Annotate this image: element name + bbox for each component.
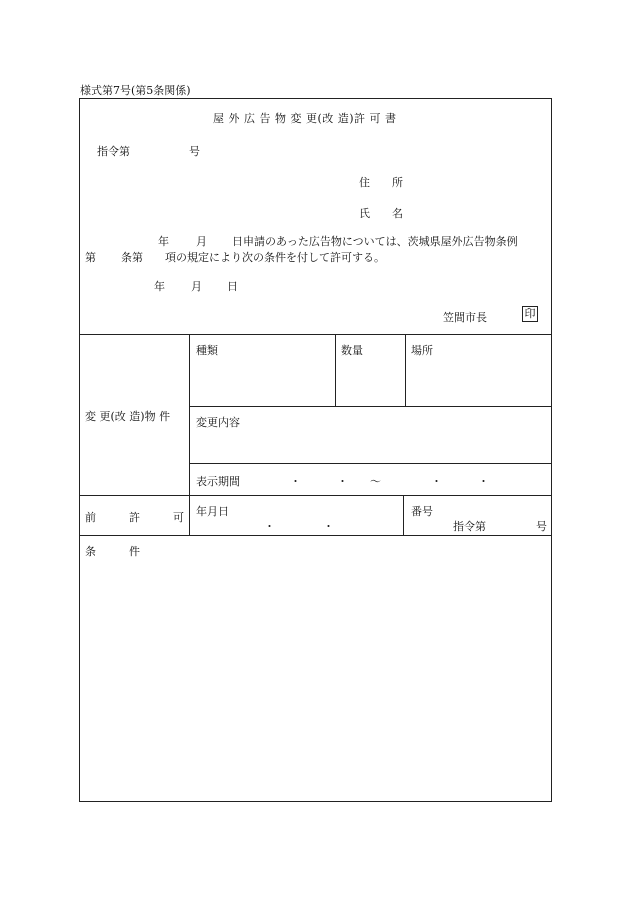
name-label: 氏 名 bbox=[359, 207, 403, 220]
period-end-dot-1: ・ bbox=[431, 475, 442, 488]
issue-date-year: 年 bbox=[154, 280, 165, 293]
property-section-label: 変 更(改 造)物 件 bbox=[85, 410, 171, 423]
period-end-dot-2: ・ bbox=[478, 475, 489, 488]
period-start-dot-2: ・ bbox=[337, 475, 348, 488]
previous-date-dot-1: ・ bbox=[264, 520, 275, 533]
seal-mark: 印 bbox=[522, 306, 538, 322]
divider-change-row bbox=[189, 463, 552, 464]
location-label: 場所 bbox=[411, 344, 433, 357]
previous-permit-label-3: 可 bbox=[173, 511, 184, 524]
body-month: 月 bbox=[196, 235, 207, 248]
display-period-label: 表示期間 bbox=[196, 475, 240, 488]
divider-date-number bbox=[403, 495, 404, 535]
conditions-label-1: 条 bbox=[85, 545, 96, 558]
issue-date-day: 日 bbox=[227, 280, 238, 293]
previous-directive-prefix: 指令第 bbox=[453, 520, 486, 533]
document-title: 屋 外 広 告 物 変 更(改 造)許 可 書 bbox=[213, 112, 397, 125]
period-tilde: ～ bbox=[370, 475, 381, 488]
quantity-label: 数量 bbox=[341, 344, 363, 357]
conditions-label-2: 件 bbox=[129, 545, 140, 558]
previous-date-label: 年月日 bbox=[196, 505, 229, 518]
divider-property-section bbox=[79, 495, 552, 496]
directive-prefix: 指令第 bbox=[97, 145, 130, 158]
body-line2-text: 項の規定により次の条件を付して許可する。 bbox=[165, 251, 385, 264]
issue-date-month: 月 bbox=[191, 280, 202, 293]
previous-number-label: 番号 bbox=[411, 505, 433, 518]
divider-previous-permit bbox=[79, 535, 552, 536]
previous-directive-suffix: 号 bbox=[536, 520, 547, 533]
kind-label: 種類 bbox=[196, 344, 218, 357]
address-label: 住 所 bbox=[359, 176, 403, 189]
previous-permit-label-1: 前 bbox=[85, 511, 96, 524]
directive-suffix: 号 bbox=[189, 145, 200, 158]
previous-permit-label-2: 許 bbox=[129, 511, 140, 524]
body-year: 年 bbox=[158, 235, 169, 248]
divider-label-column bbox=[189, 334, 190, 535]
change-content-label: 変更内容 bbox=[196, 416, 240, 429]
period-start-dot-1: ・ bbox=[290, 475, 301, 488]
divider-kind-quantity bbox=[335, 334, 336, 407]
divider-upper bbox=[79, 334, 552, 335]
previous-date-dot-2: ・ bbox=[323, 520, 334, 533]
body-line2-article: 第 bbox=[85, 251, 96, 264]
divider-quantity-location bbox=[405, 334, 406, 407]
body-line2-clause: 条第 bbox=[121, 251, 143, 264]
permit-form-frame bbox=[79, 98, 552, 802]
divider-kind-row bbox=[189, 406, 552, 407]
body-line1-text: 日申請のあった広告物については、茨城県屋外広告物条例 bbox=[232, 235, 518, 248]
form-number-label: 様式第7号(第5条関係) bbox=[80, 84, 191, 97]
issuer-name: 笠間市長 bbox=[443, 311, 487, 324]
